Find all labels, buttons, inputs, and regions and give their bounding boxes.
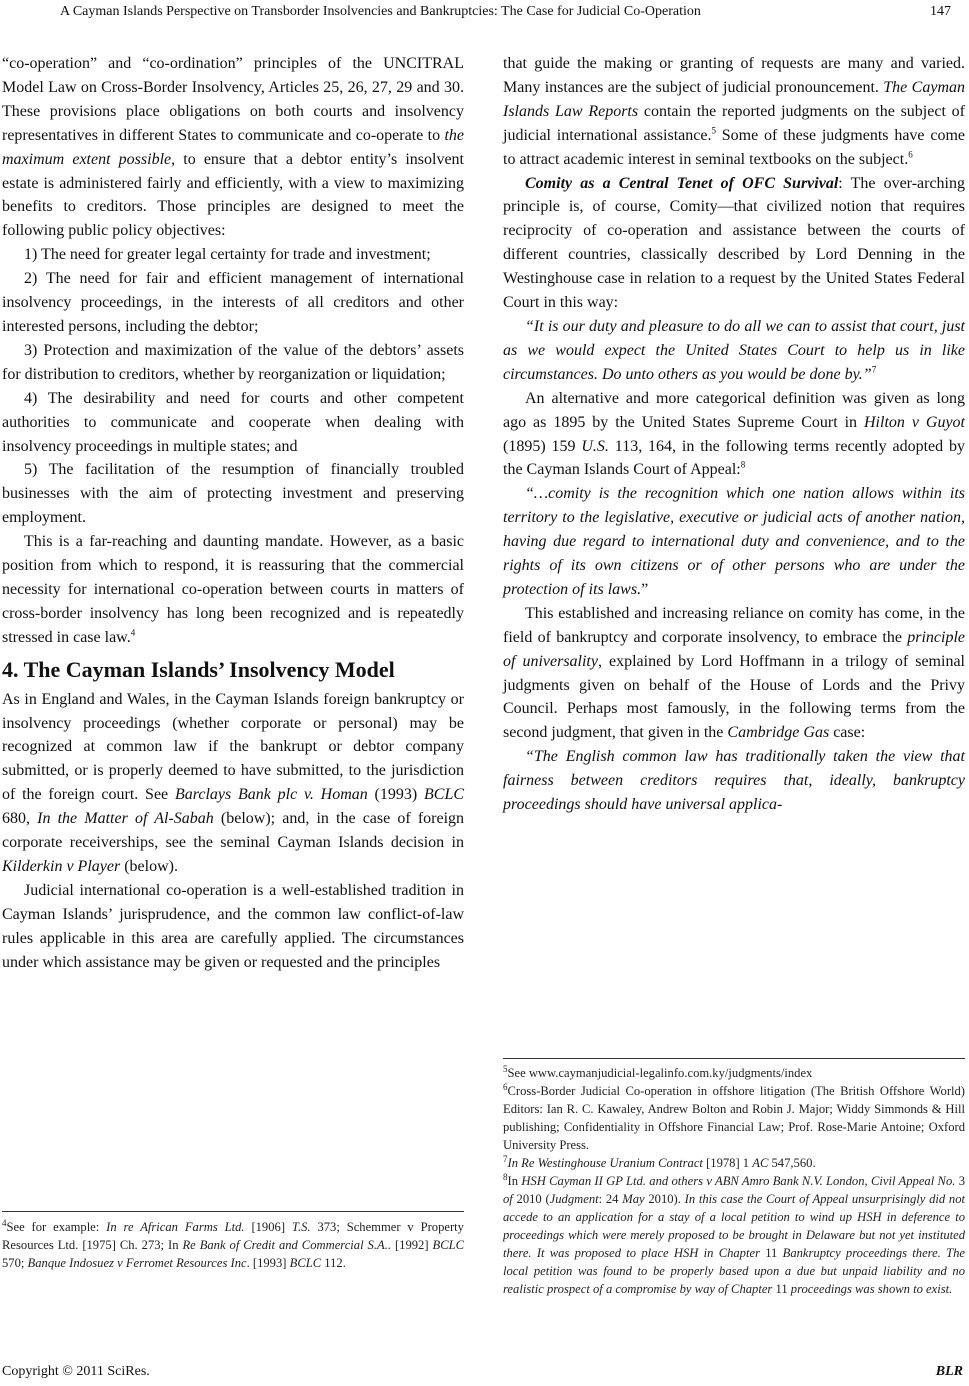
case-name: In the Matter of Al-Sabah	[37, 810, 214, 828]
list-item: 2) The need for fair and efficient management of international insolvency proceedings, in the interests of all creditors and other interested persons, including the debtor;	[2, 270, 464, 335]
text: Some of these judgments have come to attract academic interest in seminal textbooks on the subject.	[503, 126, 965, 168]
footnote-separator	[2, 1211, 464, 1212]
quotation	[503, 315, 965, 387]
text: 11	[772, 1282, 791, 1296]
text: ”	[641, 580, 649, 598]
text: “co-operation” and “co-ordination” principles of the UNCITRAL Model Law on Cross-Border Insolvency, Articles 25, 26, 27, 29 and 30. These provisions place obligations on both courts and insolvency representatives in different States to communicate and co-operate to	[2, 55, 464, 144]
paragraph	[2, 688, 464, 879]
footnote-ref: 7	[871, 364, 877, 375]
footnote	[503, 1082, 965, 1154]
run-in-heading: Comity as a Central Tenet of OFC Survival	[525, 174, 839, 192]
italic-text: May	[622, 1192, 645, 1206]
quote-text: “The English common law has traditionally taken the view that fairness between creditors requires that, ideally, bankruptcy proceedings should have universal applica-	[503, 748, 965, 814]
footnote-ref: 6	[908, 149, 913, 160]
text: In	[507, 1174, 522, 1188]
text: contain the reported judgments on the subject of judicial international assistance.	[503, 102, 965, 144]
report-abbrev: BCLC	[424, 786, 465, 804]
report-abbrev: T.S.	[291, 1220, 311, 1234]
footnote-number: 7	[503, 1153, 508, 1164]
text: . [1993]	[246, 1256, 290, 1270]
copyright-notice: Copyright © 2011 SciRes.	[2, 1364, 150, 1379]
footnote-ref: 8	[740, 460, 746, 471]
case-name: HSH Cayman II GP Ltd. and others v ABN Amro Bank N.V. London, Civil Appeal No.	[521, 1174, 956, 1188]
text: (below); and, in the case of foreign corporate receiverships, see the seminal Cayman Islands decision in	[2, 810, 465, 852]
report-abbrev: U.S.	[581, 437, 609, 455]
footnote	[503, 1154, 965, 1172]
text: 680,	[2, 810, 38, 828]
footnote	[503, 1172, 965, 1298]
report-abbrev: BCLC	[432, 1238, 464, 1252]
footnote-number: 5	[503, 1063, 508, 1074]
footnote-separator	[503, 1058, 965, 1059]
text: : The over-arching principle is, of course, Comity—that civilized notion that requires reciprocity of co-operation and assistance between the courts of different countries, classically described by Lord Denning in the Westinghouse case in relation to a request by the United States Federal Court in this way:	[503, 174, 965, 312]
page-footer	[0, 1362, 969, 1384]
italic-text: the maximum extent possible	[2, 126, 464, 168]
text: 570;	[2, 1256, 28, 1270]
paragraph	[2, 530, 464, 650]
italic-text: principle of universality	[503, 628, 965, 670]
text: This is a far-reaching and daunting mandate. However, as a basic position from which to respond, it is reassuring that the commercial necessity for international co-operation between courts in matters of cross-border insolvency has long been recognized and is repeatedly stressed in case law.	[2, 533, 464, 646]
paragraph	[503, 172, 965, 315]
journal-abbrev: BLR	[935, 1364, 963, 1379]
report-abbrev: BCLC	[289, 1256, 322, 1270]
list-item: 4) The desirability and need for courts and other competent authorities to communicate and cooperate when dealing with insolvency proceedings in multiple states; and	[2, 389, 464, 455]
text: 373; Schemmer v Property Resources Ltd. [1975] Ch. 273; In	[2, 1220, 464, 1252]
text: case:	[829, 724, 866, 742]
footnote-ref: 5	[711, 125, 716, 136]
case-name: In re African Farms Ltd.	[106, 1220, 245, 1234]
text: 3	[955, 1174, 966, 1188]
text: 113, 164, in the following terms recently adopted by the Cayman Islands Court of Appeal:	[503, 437, 965, 479]
text: See for example:	[6, 1220, 107, 1234]
section-heading: 4. The Cayman Islands’ Insolvency Model	[2, 656, 395, 682]
case-name: In Re Westinghouse Uranium Contract	[507, 1156, 703, 1170]
text: As in England and Wales, in the Cayman Islands foreign bankruptcy or insolvency proceedings (whether corporate or personal) may be recognized at common law if the bankrupt or debtor company submitted, or is properly deemed to have submitted, to the jurisdiction of the foreign court. See	[2, 690, 464, 804]
text: , explained by Lord Hoffmann in a trilogy of seminal judgments given on behalf of the House of Lords and the Privy Council. Perhaps most famously, in the following terms from the second judgment, that given in the	[503, 652, 965, 742]
footnote	[503, 1064, 965, 1082]
text: 547,560.	[768, 1156, 816, 1170]
text: See www.caymanjudicial-legalinfo.com.ky/judgments/index	[507, 1066, 813, 1080]
text: [1906]	[244, 1220, 292, 1234]
running-head-title: A Cayman Islands Perspective on Transborder Insolvencies and Bankruptcies: The Case for Judicial Co-Operation	[60, 4, 701, 19]
text: This established and increasing reliance on comity has come, in the field of bankruptcy and corporate insolvency, to embrace the	[503, 604, 965, 646]
left-column	[2, 52, 464, 975]
case-name: Hilton v Guyot	[864, 413, 965, 431]
paragraph	[503, 52, 965, 172]
text: (1993)	[367, 786, 424, 804]
text: 2010).	[644, 1192, 685, 1206]
footnotes-right	[503, 1064, 965, 1298]
text: 2010 (	[512, 1192, 550, 1206]
case-name: Cambridge Gas	[727, 724, 830, 742]
case-name: Kilderkin v Player	[2, 858, 121, 875]
list-item: 5) The facilitation of the resumption of financially troubled businesses with the aim of protecting investment and preserving employment.	[2, 461, 464, 527]
text: (below).	[120, 858, 178, 875]
text: [1992]	[391, 1238, 433, 1252]
italic-text: proceedings was shown to exist.	[790, 1282, 953, 1296]
quotation	[503, 482, 965, 602]
italic-text: of	[503, 1192, 513, 1206]
text: (1895) 159	[503, 437, 582, 455]
text: Cross-Border Judicial Co-operation in offshore litigation (The British Offshore World) Editors: Ian R. C. Kawaley, Andrew Bolton and Robin J. Major; Widdy Simmonds & Hill publishing; Confidentiality in Offshore Financial Law; Prof. Rose-Marie Antoine; Oxford University Press.	[503, 1084, 965, 1152]
right-column	[503, 52, 965, 817]
quotation	[503, 745, 965, 817]
case-name: Re Bank of Credit and Commercial S.A..	[182, 1238, 391, 1252]
footnote-number: 6	[503, 1081, 508, 1092]
text: : 24	[598, 1192, 623, 1206]
case-name: Banque Indosuez v Ferromet Resources Inc	[27, 1256, 247, 1270]
text: 112.	[321, 1256, 346, 1270]
text: 11	[759, 1246, 783, 1260]
paragraph: Judicial international co-operation is a well-established tradition in Cayman Islands’ jurisprudence, and the common law conflict-of-law rules applicable in this area are carefully applied. The circumstances under which assistance may be given or requested and the principles	[2, 881, 464, 971]
text: , to ensure that a debtor entity’s insolvent estate is administered fairly and efficiently, with a view to maximizing benefits to creditors. Those principles are designed to meet the following public policy objectives:	[2, 150, 464, 240]
paragraph	[503, 602, 965, 745]
italic-text: Bankruptcy proceedings there. The local petition was found to be properly based upon a due but unpaid liability and no realistic prospect of a compromise by way of Chapter	[503, 1246, 965, 1296]
running-head	[0, 0, 969, 24]
footnote-number: 8	[503, 1171, 508, 1182]
report-abbrev: AC	[752, 1156, 769, 1170]
footnote-number: 4	[2, 1217, 7, 1228]
text: An alternative and more categorical definition was given as long ago as 1895 by the United States Supreme Court in	[503, 389, 965, 431]
quote-text: “…comity is the recognition which one nation allows within its territory to the legislative, executive or judicial acts of another nation, having due regard to international duty and convenience, and to the rights of its own citizens or of other persons who are under the protection of its laws.	[503, 485, 965, 598]
publication-title: The Cayman Islands Law Reports	[503, 78, 965, 120]
paragraph	[503, 387, 965, 483]
italic-text: Judgment	[549, 1192, 599, 1206]
case-name: Barclays Bank plc v. Homan	[174, 786, 368, 804]
list-item: 1) The need for greater legal certainty for trade and investment;	[24, 246, 431, 264]
footnote	[2, 1218, 464, 1272]
italic-text: In this case the Court of Appeal unsurprisingly did not accede to an application for a stay of a local petition to wind up HSH in deference to proceedings which were merely proposed to be brought in Delaware but not yet instituted there. It was proposed to place HSH in Chapter	[503, 1192, 966, 1260]
quote-text: “It is our duty and pleasure to do all we can to assist that court, just as we would expect the United States Court to help us in like circumstances. Do unto others as you would be done by.”	[503, 317, 965, 383]
footnote-ref: 4	[130, 627, 136, 638]
list-item: 3) Protection and maximization of the value of the debtors’ assets for distribution to creditors, whether by reorganization or liquidation;	[2, 341, 464, 383]
page-number: 147	[930, 4, 951, 19]
text: [1978] 1	[702, 1156, 753, 1170]
paragraph	[2, 52, 464, 243]
text: that guide the making or granting of requests are many and varied. Many instances are the subject of judicial pronouncement.	[503, 55, 965, 96]
footnotes-left	[2, 1218, 464, 1272]
